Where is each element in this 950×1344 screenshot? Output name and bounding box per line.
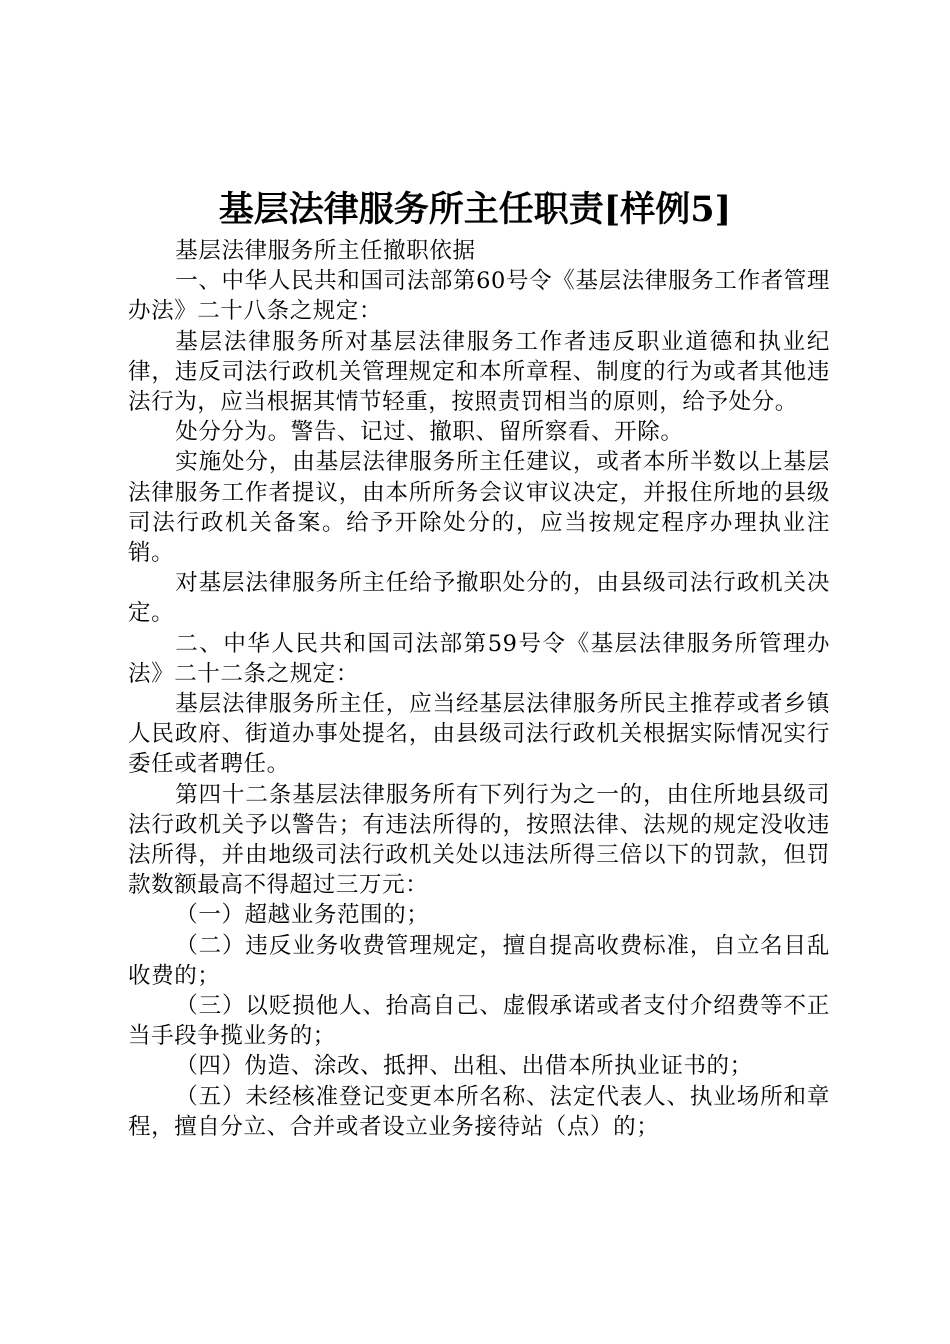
paragraph: （二）违反业务收费管理规定，擅自提高收费标准，自立名目乱收费的； bbox=[128, 932, 830, 989]
paragraph: 一、中华人民共和国司法部第60号令《基层法律服务工作者管理办法》二十八条之规定： bbox=[128, 268, 830, 325]
paragraph: （四）伪造、涂改、抵押、出租、出借本所执业证书的； bbox=[175, 1053, 753, 1080]
paragraph: （三）以贬损他人、抬高自己、虚假承诺或者支付介绍费等不正当手段争揽业务的； bbox=[128, 993, 830, 1050]
paragraph: 实施处分，由基层法律服务所主任建议，或者本所半数以上基层法律服务工作者提议，由本所所务会议审议决定，并报住所地的县级司法行政机关备案。给予开除处分的，应当按规定程序办理执业注销。 bbox=[128, 449, 830, 567]
paragraph: 二、中华人民共和国司法部第59号令《基层法律服务所管理办法》二十二条之规定： bbox=[128, 630, 830, 687]
document-title: 基层法律服务所主任职责[样例5] bbox=[218, 189, 732, 230]
paragraph: （五）未经核准登记变更本所名称、法定代表人、执业场所和章程，擅自分立、合并或者设立业务接待站（点）的； bbox=[128, 1083, 830, 1140]
paragraph: 处分分为。警告、记过、撤职、留所察看、开除。 bbox=[175, 419, 684, 446]
paragraph: 对基层法律服务所主任给予撤职处分的，由县级司法行政机关决定。 bbox=[128, 570, 830, 627]
paragraph: 基层法律服务所主任，应当经基层法律服务所民主推荐或者乡镇人民政府、街道办事处提名，由县级司法行政机关根据实际情况实行委任或者聘任。 bbox=[128, 691, 830, 778]
paragraph: 基层法律服务所对基层法律服务工作者违反职业道德和执业纪律，违反司法行政机关管理规定和本所章程、制度的行为或者其他违法行为，应当根据其情节轻重，按照责罚相当的原则，给予处分。 bbox=[128, 328, 830, 416]
document-body bbox=[128, 236, 830, 1142]
paragraph: 基层法律服务所主任撤职依据 bbox=[175, 238, 476, 264]
paragraph: 第四十二条基层法律服务所有下列行为之一的，由住所地县级司法行政机关予以警告；有违法所得的，按照法律、法规的规定没收违法所得，并由地级司法行政机关处以违法所得三倍以下的罚款，但罚款数额最高不得超过三万元： bbox=[128, 781, 830, 899]
paragraph: （一）超越业务范围的； bbox=[175, 902, 430, 929]
